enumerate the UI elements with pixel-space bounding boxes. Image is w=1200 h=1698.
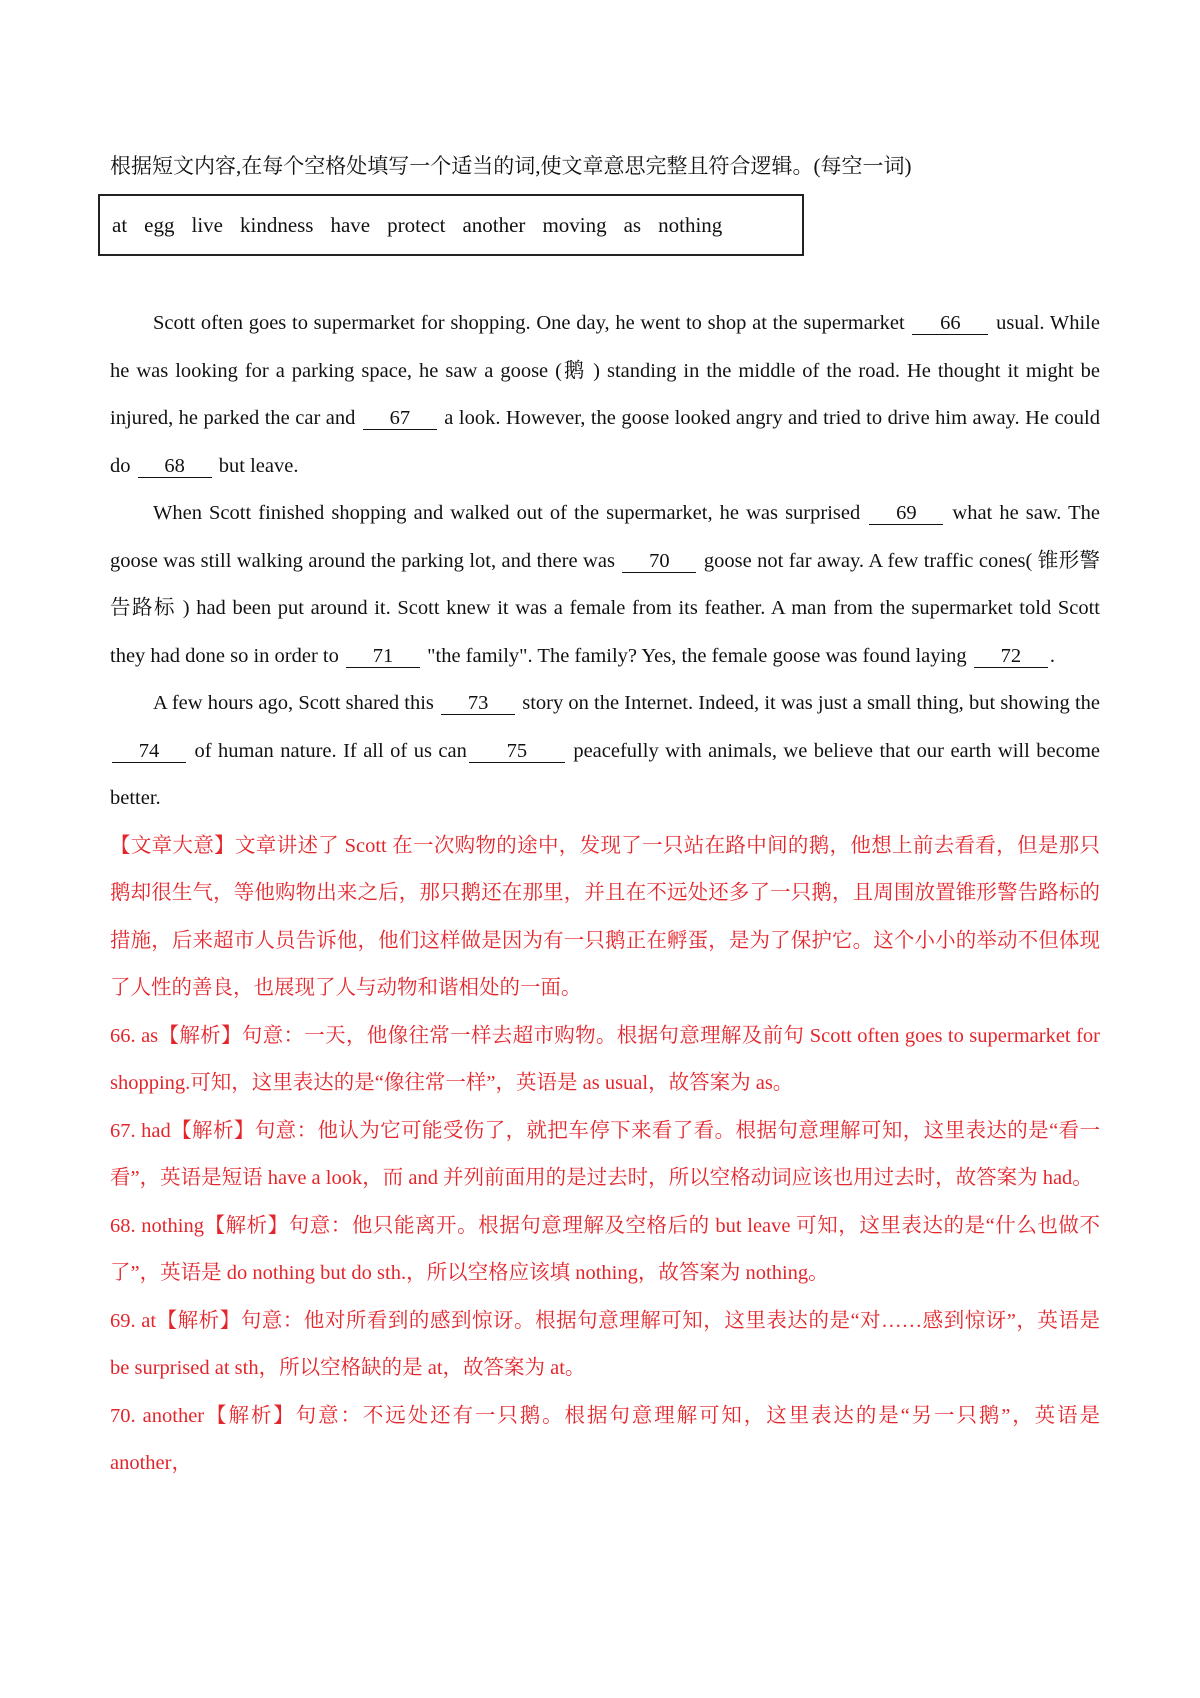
passage-text: of human nature. If all of us can: [188, 739, 467, 762]
passage-text: a look. However, the goose looked angry and tried to drive him away. He could do: [110, 407, 1100, 477]
word-bank-item: moving: [542, 212, 607, 237]
blank-69[interactable]: 69: [869, 502, 943, 525]
passage-paragraph-1: [110, 300, 1100, 490]
passage: [110, 300, 1100, 823]
blank-73[interactable]: 73: [441, 692, 515, 715]
blank-68[interactable]: 68: [138, 455, 212, 478]
word-bank-item: another: [462, 212, 526, 237]
word-bank-item: as: [623, 212, 642, 237]
blank-70[interactable]: 70: [622, 550, 696, 573]
passage-text: When Scott finished shopping and walked out of the supermarket, he was surprised: [153, 502, 868, 524]
analysis-item-69: 69. at【解析】句意：他对所看到的感到惊讶。根据句意理解可知，这里表达的是“对……感到惊讶”，英语是 be surprised at sth，所以空格缺的是 at，故答案为 at。: [110, 1309, 1100, 1379]
blank-74[interactable]: 74: [112, 740, 186, 763]
word-bank-item: live: [191, 212, 223, 237]
word-bank-item: protect: [387, 212, 446, 237]
analysis-item-68: 68. nothing【解析】句意：他只能离开。根据句意理解及空格后的 but leave 可知，这里表达的是“什么也做不了”，英语是 do nothing but do sth.，所以空格应该填 nothing，故答案为 nothing。: [110, 1214, 1100, 1284]
word-bank-item: nothing: [658, 212, 723, 237]
passage-text: peacefully with animals, we believe that our earth will become better.: [110, 739, 1100, 809]
word-bank-item: have: [330, 212, 371, 237]
passage-text: what he saw. The goose was still walking around the parking lot, and there was: [110, 502, 1101, 572]
passage-text: but leave.: [213, 454, 299, 477]
blank-71[interactable]: 71: [346, 645, 420, 668]
passage-text: usual. While he was looking for a parking space, he saw a goose (鹅 ) standing in the middle of the road. He thought it might be injured, he parked the car and: [110, 312, 1100, 429]
analysis-item-70: 70. another【解析】句意：不远处还有一只鹅。根据句意理解可知，这里表达的是“另一只鹅”，英语是 another，: [110, 1404, 1100, 1474]
passage-text: story on the Internet. Indeed, it was just a small thing, but showing the: [517, 692, 1100, 714]
word-bank-item: egg: [144, 212, 175, 237]
passage-paragraph-2: [110, 490, 1100, 680]
article-summary: 【文章大意】文章讲述了 Scott 在一次购物的途中，发现了一只站在路中间的鹅，他想上前去看看，但是那只鹅却很生气，等他购物出来之后，那只鹅还在那里，并且在不远处还多了一只鹅，且周围放置锥形警告路标的措施，后来超市人员告诉他，他们这样做是因为有一只鹅正在孵蛋，是为了保护它。这个小小的举动不但体现了人性的善良，也展现了人与动物和谐相处的一面。: [110, 834, 1100, 999]
word-bank-item: at: [112, 212, 128, 237]
passage-text: Scott often goes to supermarket for shopping. One day, he went to shop at the supermarket: [153, 312, 911, 334]
passage-text: goose not far away. A few traffic cones( 锥形警告路标 ) had been put around it. Scott knew it was a female from its feather. A man from the supermarket told Scott they had done so in order to: [110, 549, 1100, 667]
passage-text: "the family". The family? Yes, the female goose was found laying: [422, 644, 972, 667]
instruction: 根据短文内容,在每个空格处填写一个适当的词,使文章意思完整且符合逻辑。(每空一词): [110, 154, 912, 178]
word-bank: [98, 194, 804, 256]
passage-text: A few hours ago, Scott shared this: [153, 692, 440, 714]
passage-paragraph-3: [110, 680, 1100, 823]
analysis-item-66: 66. as【解析】句意：一天，他像往常一样去超市购物。根据句意理解及前句 Scott often goes to supermarket for shopping.可知，这里表达的是“像往常一样”，英语是 as usual，故答案为 as。: [110, 1024, 1100, 1094]
word-bank-item: kindness: [239, 212, 314, 237]
blank-67[interactable]: 67: [363, 407, 437, 430]
answer-analysis: [110, 823, 1100, 1488]
blank-66[interactable]: 66: [912, 312, 988, 335]
analysis-item-67: 67. had【解析】句意：他认为它可能受伤了，就把车停下来看了看。根据句意理解可知，这里表达的是“看一看”，英语是短语 have a look，而 and 并列前面用的是过去时，所以空格动词应该也用过去时，故答案为 had。: [110, 1119, 1100, 1189]
passage-text: .: [1049, 644, 1055, 667]
blank-75[interactable]: 75: [469, 740, 565, 763]
document-page: [110, 150, 1100, 1488]
blank-72[interactable]: 72: [974, 645, 1048, 668]
